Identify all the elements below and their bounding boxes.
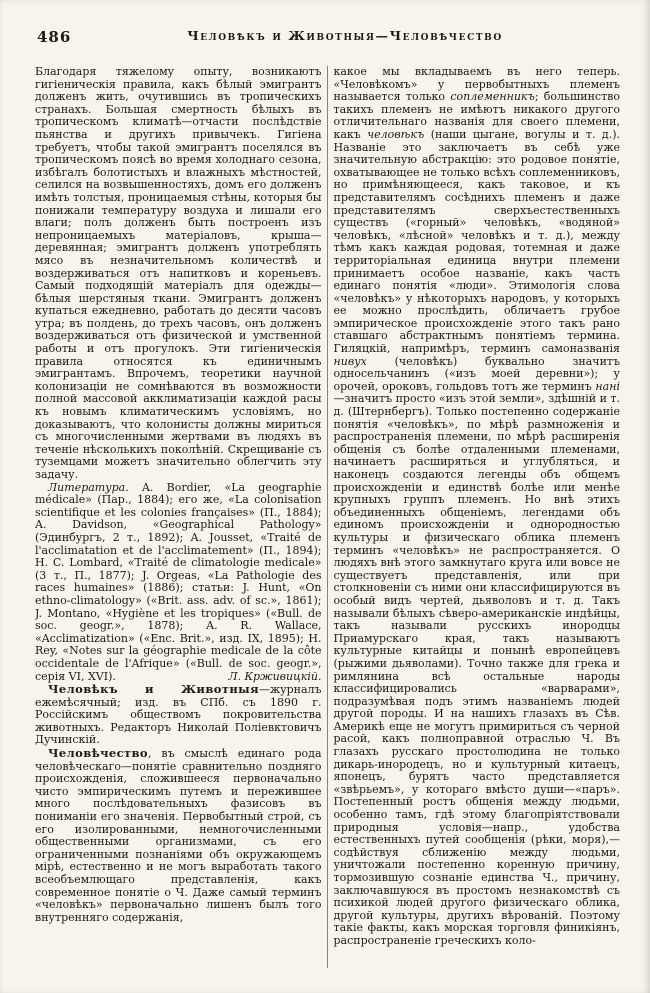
paragraph (35, 683, 322, 747)
page-header (0, 0, 650, 62)
paragraph (35, 747, 322, 924)
body-text: ; большинство такихъ племенъ не имѣютъ никакого другого отличительнаго названія для своего племени, какъ (333, 90, 620, 141)
paragraph (334, 66, 621, 948)
paragraph (35, 66, 322, 482)
italic-term: Литература. (48, 480, 129, 494)
italic-term: нивух (333, 354, 367, 368)
body-text: —значитъ просто «изъ этой земли», здѣшній и т. д. (Штернбергъ). Только постепенно содержаніе понятія «человѣкъ», по мѣрѣ размноженія и распространенія племени, по мѣрѣ расширенія общенія съ болѣе отдаленными племенами, начинаетъ расширяться и углубляться, и наконецъ создаются легенды объ общемъ происхожденіи и единствѣ болѣе или менѣе крупныхъ группъ племенъ. Но внѣ этихъ объединенныхъ общеніемъ, легендами объ единомъ происхожденіи и однородностью культуры и физическаго облика племенъ терминъ «человѣкъ» не распространяется. О людяхъ внѣ этого замкнутаго круга или вовсе не существуетъ представленія, или при столкновеніи съ ними они классифицируются въ особый видъ чертей, дьяволовъ и т. д. Такъ называли бѣлыхъ сѣверо-американскіе индѣйцы, такъ называли русскихъ инородцы Приамурскаго края, такъ называютъ культурные китайцы и понынѣ европейцевъ (рыжими дьяволами). Точно также для грека и римлянина всѣ остальные народы классифицировались «варварами», подразумѣвая подъ этимъ названіемъ людей другой породы. И на нашихъ глазахъ въ Сѣв. Америкѣ еще не могутъ примириться съ черной расой, какъ полноправной отраслью Ч. Въ глазахъ русскаго простолюдина не только дикарь-инородецъ, но и культурный китаецъ, японецъ, бурятъ часто представляется «звѣрьемъ», у котораго вмѣсто души—«паръ». Постепенный ростъ общенія между людьми, особенно тамъ, гдѣ этому благопріятствовали природныя условія—напр., удобства естественныхъ путей сообщенія (рѣки, моря),—содѣйствуя сближенію между людьми, уничтожали постепенно коренную причину, тормозившую сознаніе единства Ч., причину, заключавшуюся въ простомъ незнакомствѣ съ психикой людей другого физическаго облика, другой культуры, другихъ вѣрованій. Поэтому такіе факты, какъ морская торговля финикіянъ, распространеніе греческихъ коло- (333, 392, 620, 947)
paragraph (35, 482, 322, 684)
right-column column-divider (327, 66, 621, 968)
running-title: Человѣкъ и Животныя—Человѣчество (187, 28, 503, 43)
body-text: (наши цыгане, вогулы и т. д.). Названіе это заключаетъ въ себѣ уже значительную абстракцію: это родовое понятіе, охватывающее не только всѣхъ соплеменниковъ, но примѣняющееся, какъ таковое, и къ представителямъ сосѣднихъ племенъ и даже представителямъ сверхъестественныхъ существъ («горный» человѣкъ, «водяной» человѣкъ, «лѣсной» человѣкъ и т. д.), между тѣмъ какъ каждая родовая, тотемная и даже территоріальная единица внутри племени принимаетъ особое названіе, какъ часть единаго понятія «люди». Этимологія слова «человѣкъ» у нѣкоторыхъ народовъ, у которыхъ ее можно прослѣдить, обличаетъ грубое эмпирическое происхожденіе этого такъ рано ставшаго абстрактнымъ понятіемъ термина. Гиляцкій, напримѣръ, терминъ самоназванія (333, 127, 620, 356)
left-column (35, 66, 327, 968)
entry-headword: Человѣчество (48, 746, 148, 761)
body-text: какое мы вкладываемъ въ него теперь. «Человѣкомъ» у первобытныхъ племенъ называется только (333, 66, 620, 104)
body-text: A. Bordier, «La geographie médicale» (Пар., 1884); его же, «La colonisation scientifique et les colonies françaises» (П., 1884); A. Davidson, «Geographical Pathology» (Эдинбургъ, 2 т., 1892); A. Jousset, «Traité de l'acclimatation et de l'acclimatement» (П., 1894); H. C. Lombard, «Traité de climatologie medicale» (3 т., П., 1877); J. Orgeas, «La Pathologie des races humaines» (1886); статьи: J. Hunt, «On ethno-climatology» («Brit. ass. adv. of sc.», 1861); J. Montano, «Hygiène et les tropiques» («Bull. de soc. geogr.», 1878); A. R. Wallace, «Acclimatization» («Enc. Brit.», изд. IX, 1895); H. Rey, «Notes sur la géographie medicale de la côte occidentale de l'Afrique» («Bull. de soc. geogr.», серія VI, XVI). (35, 480, 322, 683)
body-text: (человѣкъ) буквально значитъ односельчанинъ («изъ моей деревни»); у орочей, ороковъ, гольдовъ тотъ же терминъ (333, 354, 620, 393)
italic-term: соплеменникъ (450, 90, 535, 104)
italic-term: человѣкъ (367, 127, 425, 141)
entry-headword: Человѣкъ и Животныя (48, 682, 259, 697)
author-signature: Л. Крживицкій. (228, 669, 322, 683)
page-number: 486 (37, 28, 72, 46)
text-columns (0, 62, 650, 968)
italic-term: нані (595, 379, 620, 393)
body-text: Благодаря тяжелому опыту, возникаютъ гигіеническія правила, какъ бѣлый эмигрантъ долженъ жить, очутившись въ тропическихъ странахъ. Большая смертность бѣлыхъ въ тропическомъ климатѣ—отчасти послѣдствіе пьянства и другихъ привычекъ. Гигіена требуетъ, чтобы такой эмигрантъ поселялся въ тропическомъ поясѣ во время холоднаго сезона, избѣгалъ болотистыхъ и влажныхъ мѣстностей, селился на возвышенностяхъ, домъ его долженъ имѣть толстыя, проницаемыя стѣны, которыя бы понижали температуру воздуха и лишали его влаги; полъ долженъ быть построенъ изъ непроницаемыхъ матеріаловъ, крыша—деревянная; эмигрантъ долженъ употреблять мясо въ незначительномъ количествѣ и воздерживаться отъ напитковъ и кореньевъ. Самый подходящій матеріалъ для одежды—бѣлыя шерстяныя ткани. Эмигрантъ долженъ купаться ежедневно, работать до десяти часовъ утра; въ полдень, до трехъ часовъ, онъ долженъ воздерживаться отъ физической и умственной работы и отъ прогулокъ. Эти гигіеническія правила относятся къ единичнымъ эмигрантамъ. Впрочемъ, теоретики научной колонизаціи не сомнѣваются въ возможности полной массовой акклиматизаціи каждой расы къ новымъ климатическимъ условіямъ, но доказываютъ, что колонисты должны мириться съ многочисленными жертвами въ людяхъ въ теченіе нѣсколькихъ поколѣній. Скрещиваніе съ туземцами можетъ значительно облегчить эту задачу. (35, 66, 322, 481)
body-text: —журналъ ежемѣсячный; изд. въ СПб. съ 1890 г. Россійскимъ обществомъ покровительства животныхъ. Редакторъ Николай Поліевктовичъ Дучинскій. (35, 683, 322, 747)
body-text: , въ смыслѣ единаго рода человѣческаго—понятіе сравнительно поздняго происхожденія, сложившееся первоначально чисто эмпирическимъ путемъ и пережившее много послѣдовательныхъ фазисовъ въ пониманіи его значенія. Первобытный строй, съ его изолированными, немногочисленными общественными организмами, съ его ограниченными познаніями объ окружающемъ мірѣ, естественно и не могъ выработать такого всеобъемлющаго представленія, какъ современное понятіе о Ч. Даже самый терминъ «человѣкъ» первоначально лишенъ былъ того внутренняго содержанія, (35, 747, 322, 924)
